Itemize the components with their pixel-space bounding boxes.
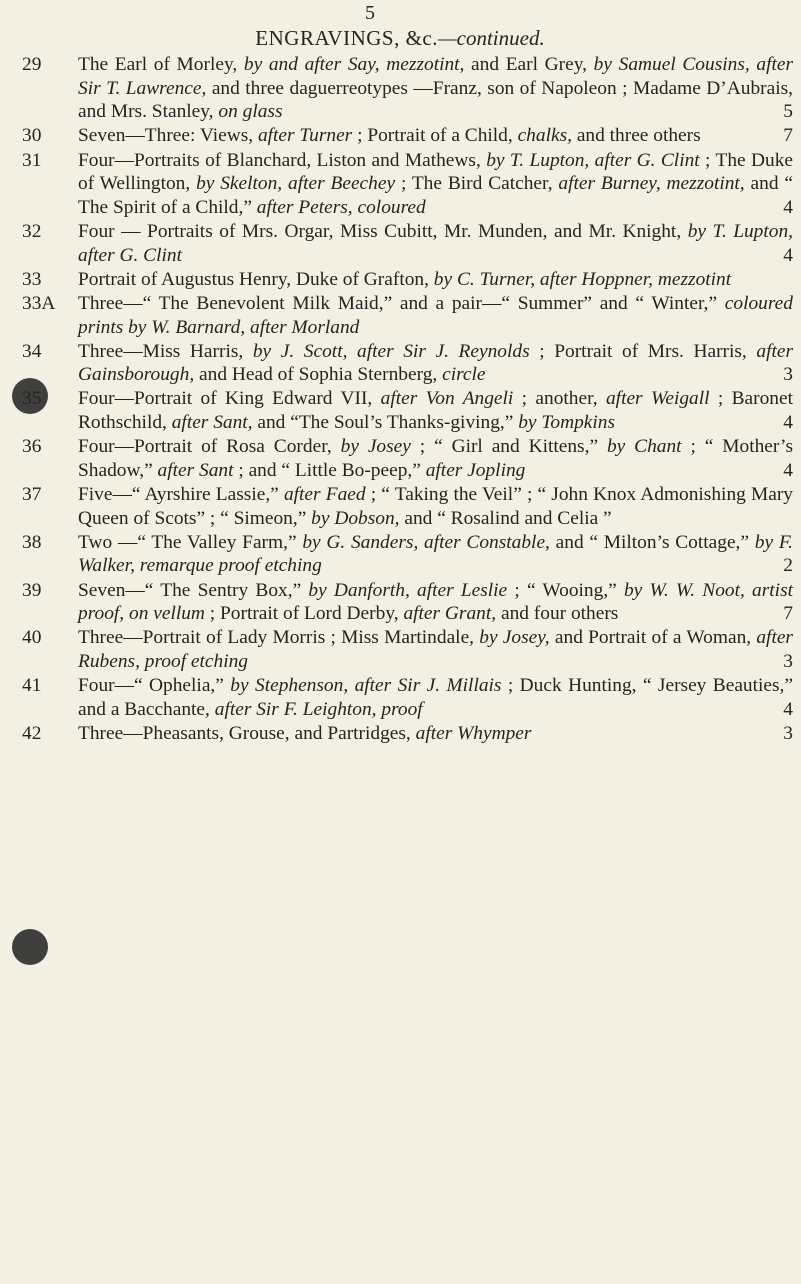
lot-quantity: 4 [783,244,793,266]
lot-entry [0,531,793,578]
lot-number: 41 [22,675,42,697]
italic-text: after Peters, coloured [256,196,426,218]
text: and “ Milton’s Cottage,” [549,531,755,553]
lot-quantity: 3 [783,364,793,386]
lot-number: 42 [22,722,42,744]
text: and four others [496,603,619,625]
lot-description [78,675,793,720]
lot-entry [0,292,793,339]
text: ; Portrait of a Child, [352,125,518,147]
italic-text: by T. Lupton, after G. Clint [78,220,793,266]
text: and three others [571,125,701,147]
lot-quantity: 3 [783,650,793,672]
italic-text: circle [442,364,486,386]
italic-text: by T. Lupton, after G. Clint [486,149,700,171]
heading-continued: —continued. [437,26,545,50]
page-heading [0,26,800,51]
italic-text: by J. Scott, after Sir J. Reynolds [252,340,530,362]
text: ; Duck Hunting, “ Jersey Beauties,” and a Bacchante, [78,675,794,720]
lot-number: 30 [22,125,42,147]
text: and Portrait of a Woman, [549,627,757,649]
text: and three daguerreotypes —Franz, son of Napoleon ; Madame D’Aubrais, and Mrs. Stanley, [78,77,793,123]
lot-entry [0,674,793,721]
italic-text: after Turner [257,125,353,147]
lot-entry [0,387,793,434]
text: and “The Soul’s Thanks-giving,” [252,412,519,434]
lot-description [78,388,793,433]
lot-number: 34 [22,340,42,362]
text: ; The Bird Catcher, [395,173,559,195]
italic-text: after Weigall [605,388,710,410]
text: Three—Pheasants, Grouse, and Partridges, [78,722,416,744]
italic-text: by Tompkins [518,412,616,434]
text: Three—Miss Harris, [78,340,253,362]
lot-quantity: 7 [783,603,793,625]
italic-text: by C. Turner, after Hoppner, mezzotint [433,268,732,290]
text: and “ The Spirit of a Child,” [78,173,793,218]
italic-text: after Jopling [425,459,526,481]
lot-entry [0,149,793,220]
text: ; Baronet Rothschild, [78,388,793,434]
lot-number: 31 [22,149,42,171]
italic-text: by Dobson, [311,507,400,529]
lot-number: 33A [22,292,56,314]
lot-quantity: 2 [783,555,793,577]
text: Two —“ The Valley Farm,” [78,531,303,553]
lot-number: 32 [22,220,42,242]
lot-entry [0,124,793,148]
text: Five—“ Ayrshire Lassie,” [78,484,284,506]
lot-entry [0,483,793,530]
text: The Earl of Morley, [78,54,244,75]
lot-description [78,54,793,122]
page-number: 5 [365,2,375,24]
text: and Head of Sophia Sternberg, [194,364,443,386]
lot-quantity: 4 [783,698,793,720]
lot-number: 38 [22,531,42,553]
italic-text: on glass [218,101,283,123]
lot-entry [0,626,793,673]
italic-text: after Burney, mezzotint, [558,173,745,195]
italic-text: after Sir F. Leighton, proof [214,698,423,720]
text: Four—Portrait of King Edward VII, [78,388,381,410]
italic-text: after Faed [283,484,366,506]
italic-text: after Whymper [415,722,532,744]
lot-number: 37 [22,484,42,506]
text: ; Portrait of Mrs. Harris, [529,340,757,362]
italic-text: by Samuel Cousins, after Sir T. Lawrence, [78,54,793,99]
lot-number: 33 [22,268,42,290]
lot-description [78,150,793,218]
lot-number: 35 [22,388,42,410]
lot-description [78,341,793,386]
lot-number: 29 [22,54,42,75]
binding-hole [12,929,48,965]
italic-text: chalks, [517,125,572,147]
lot-number: 36 [22,436,42,458]
lot-quantity: 3 [783,722,793,744]
lot-description [78,580,793,625]
lot-description [78,532,793,577]
lot-entry [0,53,793,124]
lot-description [78,125,793,147]
lot-entry [0,435,793,482]
lot-quantity: 5 [783,101,793,123]
text: Four—Portraits of Blanchard, Liston and Mathews, [78,149,487,171]
italic-text: after Von Angeli [380,388,514,410]
text: ; another, [513,388,606,410]
text: Seven—“ The Sentry Box,” [78,579,309,601]
lot-number: 40 [22,627,42,649]
italic-text: after Sant, [171,412,253,434]
text: Three—Portrait of Lady Morris ; Miss Martindale, [78,627,480,649]
lot-quantity: 7 [783,125,793,147]
italic-text: after Grant, [403,603,497,625]
text: Three—“ The Benevolent Milk Maid,” and a pair—“ Summer” and “ Winter,” [78,292,725,314]
lot-entry [0,722,793,746]
text: and Earl Grey, [464,54,594,75]
text: Seven—Three: Views, [78,125,258,147]
italic-text: by and after Say, mezzotint, [243,54,465,75]
text: ; “ Wooing,” [507,579,624,601]
italic-text: by G. Sanders, after Constable, [302,531,550,553]
lot-entry [0,340,793,387]
italic-text: by Stephenson, after Sir J. Millais [230,675,502,697]
italic-text: by Skelton, after Beechey [196,173,396,195]
lot-entry [0,220,793,267]
text: ; and “ Little Bo-peep,” [233,459,426,481]
text: Four—Portrait of Rosa Corder, [78,436,341,458]
text: ; “ Mother’s Shadow,” [78,436,793,481]
lot-description [78,722,793,744]
lot-number: 39 [22,579,42,601]
lot-entry [0,268,793,292]
italic-text: after Gainsborough, [78,340,793,386]
lot-quantity: 4 [783,196,793,218]
heading-main: ENGRAVINGS, &c. [255,26,438,50]
lot-description [78,436,793,481]
text: Four—“ Ophelia,” [78,675,231,697]
text: ; Portrait of Lord Derby, [204,603,404,625]
italic-text: by Chant [606,436,682,458]
lot-description [78,221,793,266]
italic-text: after Rubens, proof etching [78,627,793,672]
lot-quantity: 4 [783,459,793,481]
italic-text: by Josey, [479,627,550,649]
lot-list [0,53,801,746]
lot-description [78,293,793,338]
lot-description [78,627,793,672]
text: ; “ Girl and Kittens,” [410,436,607,458]
italic-text: coloured prints by W. Barnard, after Morland [78,292,793,338]
lot-description [78,484,793,529]
italic-text: by F. Walker, remarque proof etching [78,531,794,577]
text: ; “ Taking the Veil” ; “ John Knox Admonishing Mary Queen of Scots” ; “ Simeon,” [78,484,793,529]
italic-text: by W. W. Noot, artist proof, on vellum [78,579,794,625]
text: ; The Duke of Wellington, [78,149,793,195]
italic-text: by Danforth, after Leslie [308,579,508,601]
text: and “ Rosalind and Celia ” [399,507,612,529]
lot-quantity: 4 [783,412,793,434]
italic-text: after Sant [157,459,234,481]
italic-text: by Josey [340,436,411,458]
text: Portrait of Augustus Henry, Duke of Grafton, [78,268,434,290]
text: Four — Portraits of Mrs. Orgar, Miss Cubitt, Mr. Munden, and Mr. Knight, [78,220,688,242]
lot-entry [0,579,793,626]
lot-description [78,269,731,290]
